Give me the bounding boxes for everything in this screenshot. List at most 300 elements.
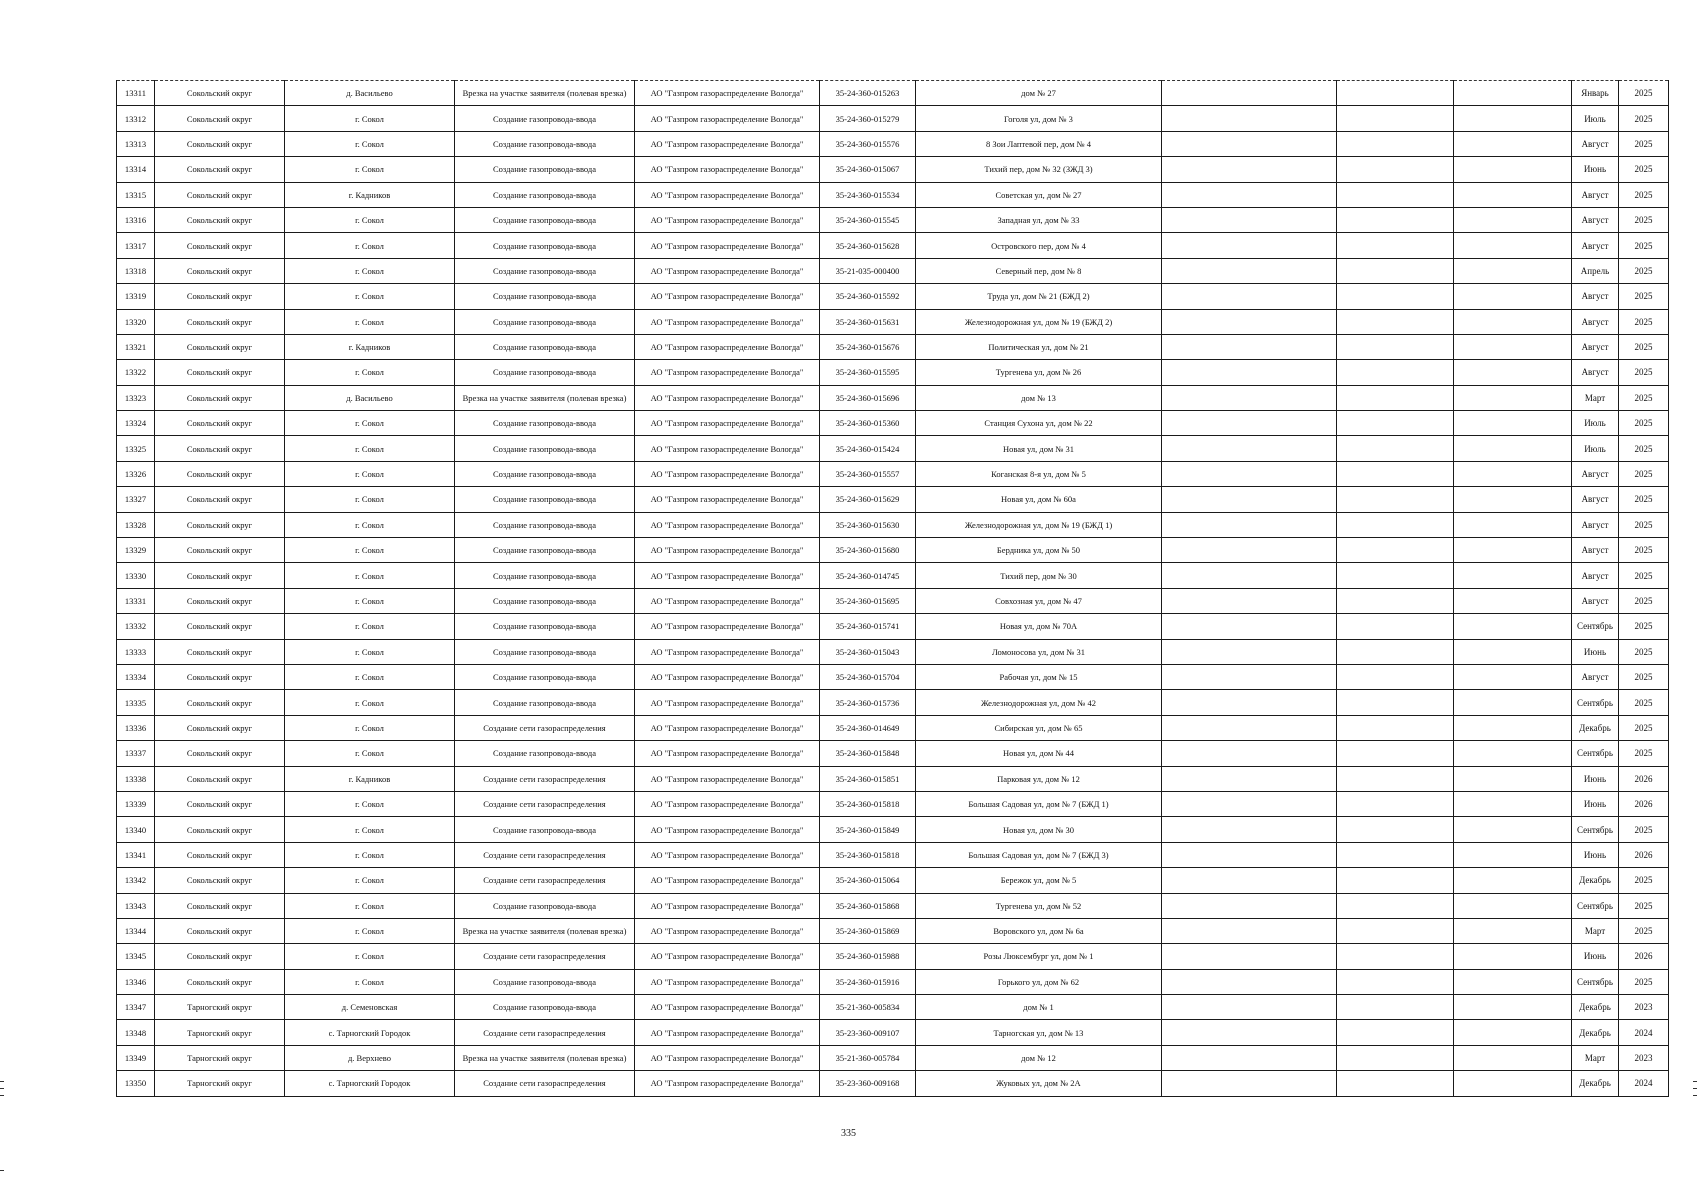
district-cell: Сокольский округ [155, 182, 285, 207]
empty-cell [1454, 284, 1572, 309]
empty-cell [1162, 258, 1337, 283]
settlement-cell: г. Кадников [285, 334, 455, 359]
month-cell: Сентябрь [1572, 893, 1619, 918]
application-code-cell: 35-24-360-015576 [820, 131, 916, 156]
empty-cell [1454, 1045, 1572, 1070]
table-row [117, 334, 1669, 359]
empty-cell [1162, 131, 1337, 156]
empty-cell [1337, 969, 1454, 994]
row-number-cell: 13343 [117, 893, 155, 918]
empty-cell [1337, 741, 1454, 766]
empty-cell [1337, 182, 1454, 207]
table-row [117, 157, 1669, 182]
empty-cell [1162, 918, 1337, 943]
district-cell: Сокольский округ [155, 436, 285, 461]
settlement-cell: г. Сокол [285, 614, 455, 639]
work-type-cell: Создание сети газораспределения [455, 715, 635, 740]
empty-cell [1162, 715, 1337, 740]
work-type-cell: Создание газопровода-ввода [455, 512, 635, 537]
address-cell: Горького ул, дом № 62 [916, 969, 1162, 994]
district-cell: Сокольский округ [155, 309, 285, 334]
district-cell: Сокольский округ [155, 791, 285, 816]
district-cell: Тарногский округ [155, 1045, 285, 1070]
row-number-cell: 13335 [117, 690, 155, 715]
empty-cell [1162, 360, 1337, 385]
empty-cell [1162, 944, 1337, 969]
work-type-cell: Создание газопровода-ввода [455, 487, 635, 512]
work-type-cell: Создание газопровода-ввода [455, 334, 635, 359]
empty-cell [1337, 868, 1454, 893]
month-cell: Август [1572, 563, 1619, 588]
empty-cell [1337, 334, 1454, 359]
row-number-cell: 13338 [117, 766, 155, 791]
row-number-cell: 13346 [117, 969, 155, 994]
organization-cell: АО "Газпром газораспределение Вологда" [635, 690, 820, 715]
right-edge-mark [1693, 1081, 1697, 1082]
empty-cell [1337, 944, 1454, 969]
district-cell: Сокольский округ [155, 817, 285, 842]
table-row [117, 639, 1669, 664]
empty-cell [1162, 995, 1337, 1020]
empty-cell [1162, 563, 1337, 588]
year-cell: 2025 [1619, 461, 1669, 486]
empty-cell [1162, 817, 1337, 842]
settlement-cell: г. Сокол [285, 487, 455, 512]
empty-cell [1454, 690, 1572, 715]
empty-cell [1162, 461, 1337, 486]
settlement-cell: г. Сокол [285, 842, 455, 867]
work-type-cell: Создание газопровода-ввода [455, 538, 635, 563]
empty-cell [1337, 1045, 1454, 1070]
row-number-cell: 13316 [117, 207, 155, 232]
district-cell: Сокольский округ [155, 969, 285, 994]
table-row [117, 766, 1669, 791]
address-cell: Розы Люксембург ул, дом № 1 [916, 944, 1162, 969]
year-cell: 2025 [1619, 741, 1669, 766]
year-cell: 2025 [1619, 893, 1669, 918]
organization-cell: АО "Газпром газораспределение Вологда" [635, 715, 820, 740]
work-type-cell: Создание газопровода-ввода [455, 817, 635, 842]
work-type-cell: Создание сети газораспределения [455, 1020, 635, 1045]
application-code-cell: 35-24-360-015424 [820, 436, 916, 461]
year-cell: 2025 [1619, 487, 1669, 512]
application-code-cell: 35-21-360-005784 [820, 1045, 916, 1070]
row-number-cell: 13330 [117, 563, 155, 588]
month-cell: Сентябрь [1572, 690, 1619, 715]
row-number-cell: 13350 [117, 1071, 155, 1096]
empty-cell [1454, 614, 1572, 639]
row-number-cell: 13337 [117, 741, 155, 766]
row-number-cell: 13329 [117, 538, 155, 563]
empty-cell [1454, 868, 1572, 893]
left-edge-mark [0, 1081, 4, 1082]
month-cell: Август [1572, 512, 1619, 537]
row-number-cell: 13339 [117, 791, 155, 816]
empty-cell [1337, 512, 1454, 537]
month-cell: Август [1572, 182, 1619, 207]
empty-cell [1337, 436, 1454, 461]
address-cell: дом № 27 [916, 81, 1162, 106]
work-type-cell: Создание газопровода-ввода [455, 639, 635, 664]
month-cell: Сентябрь [1572, 817, 1619, 842]
empty-cell [1162, 487, 1337, 512]
address-cell: Гоголя ул, дом № 3 [916, 106, 1162, 131]
table-row [117, 1071, 1669, 1096]
organization-cell: АО "Газпром газораспределение Вологда" [635, 893, 820, 918]
settlement-cell: г. Сокол [285, 512, 455, 537]
work-type-cell: Создание газопровода-ввода [455, 411, 635, 436]
year-cell: 2026 [1619, 944, 1669, 969]
table-row [117, 411, 1669, 436]
empty-cell [1162, 690, 1337, 715]
right-edge-mark [1693, 1088, 1697, 1089]
settlement-cell: г. Кадников [285, 766, 455, 791]
empty-cell [1454, 563, 1572, 588]
settlement-cell: г. Сокол [285, 461, 455, 486]
month-cell: Январь [1572, 81, 1619, 106]
organization-cell: АО "Газпром газораспределение Вологда" [635, 436, 820, 461]
settlement-cell: г. Сокол [285, 639, 455, 664]
empty-cell [1337, 157, 1454, 182]
address-cell: Северный пер, дом № 8 [916, 258, 1162, 283]
settlement-cell: г. Сокол [285, 284, 455, 309]
work-type-cell: Создание газопровода-ввода [455, 233, 635, 258]
empty-cell [1454, 411, 1572, 436]
application-code-cell: 35-24-360-015592 [820, 284, 916, 309]
year-cell: 2025 [1619, 563, 1669, 588]
year-cell: 2025 [1619, 969, 1669, 994]
month-cell: Декабрь [1572, 868, 1619, 893]
row-number-cell: 13349 [117, 1045, 155, 1070]
organization-cell: АО "Газпром газораспределение Вологда" [635, 944, 820, 969]
empty-cell [1162, 1045, 1337, 1070]
application-code-cell: 35-24-360-015818 [820, 842, 916, 867]
empty-cell [1454, 1020, 1572, 1045]
application-code-cell: 35-23-360-009107 [820, 1020, 916, 1045]
empty-cell [1454, 538, 1572, 563]
month-cell: Март [1572, 385, 1619, 410]
month-cell: Июнь [1572, 791, 1619, 816]
settlement-cell: г. Сокол [285, 791, 455, 816]
row-number-cell: 13312 [117, 106, 155, 131]
empty-cell [1337, 588, 1454, 613]
empty-cell [1162, 969, 1337, 994]
year-cell: 2025 [1619, 411, 1669, 436]
month-cell: Июнь [1572, 944, 1619, 969]
district-cell: Сокольский округ [155, 81, 285, 106]
settlement-cell: г. Кадников [285, 182, 455, 207]
application-code-cell: 35-24-360-015848 [820, 741, 916, 766]
organization-cell: АО "Газпром газораспределение Вологда" [635, 411, 820, 436]
organization-cell: АО "Газпром газораспределение Вологда" [635, 182, 820, 207]
row-number-cell: 13327 [117, 487, 155, 512]
district-cell: Сокольский округ [155, 664, 285, 689]
application-code-cell: 35-24-360-015630 [820, 512, 916, 537]
year-cell: 2025 [1619, 284, 1669, 309]
empty-cell [1337, 639, 1454, 664]
address-cell: Новая ул, дом № 31 [916, 436, 1162, 461]
row-number-cell: 13328 [117, 512, 155, 537]
application-code-cell: 35-24-360-015851 [820, 766, 916, 791]
work-type-cell: Врезка на участке заявителя (полевая врезка) [455, 918, 635, 943]
application-code-cell: 35-24-360-015680 [820, 538, 916, 563]
application-code-cell: 35-24-360-015916 [820, 969, 916, 994]
settlement-cell: г. Сокол [285, 258, 455, 283]
table-row [117, 360, 1669, 385]
empty-cell [1454, 81, 1572, 106]
empty-cell [1454, 309, 1572, 334]
address-cell: Железнодорожная ул, дом № 42 [916, 690, 1162, 715]
application-code-cell: 35-24-360-015868 [820, 893, 916, 918]
address-cell: Тарногская ул, дом № 13 [916, 1020, 1162, 1045]
settlement-cell: д. Васильево [285, 385, 455, 410]
organization-cell: АО "Газпром газораспределение Вологда" [635, 360, 820, 385]
address-cell: Воровского ул, дом № 6а [916, 918, 1162, 943]
organization-cell: АО "Газпром газораспределение Вологда" [635, 284, 820, 309]
settlement-cell: д. Васильево [285, 81, 455, 106]
district-cell: Сокольский округ [155, 766, 285, 791]
organization-cell: АО "Газпром газораспределение Вологда" [635, 81, 820, 106]
application-code-cell: 35-24-360-015595 [820, 360, 916, 385]
row-number-cell: 13322 [117, 360, 155, 385]
work-type-cell: Создание газопровода-ввода [455, 893, 635, 918]
district-cell: Сокольский округ [155, 563, 285, 588]
table-row [117, 233, 1669, 258]
district-cell: Сокольский округ [155, 258, 285, 283]
address-cell: Труда ул, дом № 21 (БЖД 2) [916, 284, 1162, 309]
address-cell: Сибирская ул, дом № 65 [916, 715, 1162, 740]
application-code-cell: 35-24-360-014745 [820, 563, 916, 588]
month-cell: Июль [1572, 411, 1619, 436]
organization-cell: АО "Газпром газораспределение Вологда" [635, 385, 820, 410]
district-cell: Сокольский округ [155, 411, 285, 436]
row-number-cell: 13314 [117, 157, 155, 182]
year-cell: 2024 [1619, 1020, 1669, 1045]
organization-cell: АО "Газпром газораспределение Вологда" [635, 791, 820, 816]
address-cell: Совхозная ул, дом № 47 [916, 588, 1162, 613]
month-cell: Декабрь [1572, 1071, 1619, 1096]
empty-cell [1454, 258, 1572, 283]
organization-cell: АО "Газпром газораспределение Вологда" [635, 157, 820, 182]
empty-cell [1162, 1071, 1337, 1096]
settlement-cell: г. Сокол [285, 157, 455, 182]
application-code-cell: 35-24-360-015631 [820, 309, 916, 334]
year-cell: 2025 [1619, 817, 1669, 842]
year-cell: 2025 [1619, 360, 1669, 385]
left-edge-mark [0, 1088, 4, 1089]
row-number-cell: 13333 [117, 639, 155, 664]
table-body [117, 81, 1669, 1097]
application-code-cell: 35-24-360-015741 [820, 614, 916, 639]
address-cell: Жуковых ул, дом № 2А [916, 1071, 1162, 1096]
empty-cell [1337, 309, 1454, 334]
row-number-cell: 13319 [117, 284, 155, 309]
table-row [117, 563, 1669, 588]
organization-cell: АО "Газпром газораспределение Вологда" [635, 538, 820, 563]
application-code-cell: 35-24-360-015988 [820, 944, 916, 969]
application-code-cell: 35-24-360-015064 [820, 868, 916, 893]
table-row [117, 131, 1669, 156]
work-type-cell: Врезка на участке заявителя (полевая врезка) [455, 81, 635, 106]
work-type-cell: Создание сети газораспределения [455, 766, 635, 791]
organization-cell: АО "Газпром газораспределение Вологда" [635, 842, 820, 867]
empty-cell [1162, 614, 1337, 639]
address-cell: Островского пер, дом № 4 [916, 233, 1162, 258]
application-code-cell: 35-24-360-015818 [820, 791, 916, 816]
empty-cell [1454, 664, 1572, 689]
address-cell: Станция Сухона ул, дом № 22 [916, 411, 1162, 436]
application-code-cell: 35-24-360-015279 [820, 106, 916, 131]
empty-cell [1337, 233, 1454, 258]
work-type-cell: Создание газопровода-ввода [455, 461, 635, 486]
organization-cell: АО "Газпром газораспределение Вологда" [635, 741, 820, 766]
district-cell: Сокольский округ [155, 588, 285, 613]
work-type-cell: Создание газопровода-ввода [455, 284, 635, 309]
work-type-cell: Врезка на участке заявителя (полевая врезка) [455, 385, 635, 410]
month-cell: Июнь [1572, 766, 1619, 791]
empty-cell [1454, 715, 1572, 740]
empty-cell [1337, 664, 1454, 689]
month-cell: Декабрь [1572, 995, 1619, 1020]
address-cell: дом № 1 [916, 995, 1162, 1020]
month-cell: Сентябрь [1572, 741, 1619, 766]
empty-cell [1337, 258, 1454, 283]
month-cell: Июнь [1572, 639, 1619, 664]
year-cell: 2025 [1619, 588, 1669, 613]
empty-cell [1162, 411, 1337, 436]
settlement-cell: г. Сокол [285, 233, 455, 258]
month-cell: Декабрь [1572, 1020, 1619, 1045]
settlement-cell: г. Сокол [285, 106, 455, 131]
settlement-cell: г. Сокол [285, 690, 455, 715]
district-cell: Сокольский округ [155, 512, 285, 537]
empty-cell [1162, 538, 1337, 563]
district-cell: Сокольский округ [155, 614, 285, 639]
organization-cell: АО "Газпром газораспределение Вологда" [635, 131, 820, 156]
settlement-cell: г. Сокол [285, 893, 455, 918]
settlement-cell: д. Семеновская [285, 995, 455, 1020]
settlement-cell: с. Тарногский Городок [285, 1020, 455, 1045]
organization-cell: АО "Газпром газораспределение Вологда" [635, 1071, 820, 1096]
empty-cell [1162, 284, 1337, 309]
year-cell: 2025 [1619, 309, 1669, 334]
organization-cell: АО "Газпром газораспределение Вологда" [635, 1045, 820, 1070]
month-cell: Август [1572, 131, 1619, 156]
empty-cell [1337, 106, 1454, 131]
address-cell: Политическая ул, дом № 21 [916, 334, 1162, 359]
year-cell: 2023 [1619, 995, 1669, 1020]
table-row [117, 258, 1669, 283]
empty-cell [1337, 1020, 1454, 1045]
month-cell: Август [1572, 207, 1619, 232]
work-type-cell: Создание газопровода-ввода [455, 969, 635, 994]
settlement-cell: г. Сокол [285, 436, 455, 461]
month-cell: Июнь [1572, 157, 1619, 182]
year-cell: 2025 [1619, 639, 1669, 664]
work-type-cell: Создание газопровода-ввода [455, 741, 635, 766]
month-cell: Август [1572, 487, 1619, 512]
row-number-cell: 13342 [117, 868, 155, 893]
table-row [117, 969, 1669, 994]
organization-cell: АО "Газпром газораспределение Вологда" [635, 639, 820, 664]
year-cell: 2025 [1619, 106, 1669, 131]
organization-cell: АО "Газпром газораспределение Вологда" [635, 207, 820, 232]
empty-cell [1454, 842, 1572, 867]
empty-cell [1337, 817, 1454, 842]
work-type-cell: Создание сети газораспределения [455, 1071, 635, 1096]
settlement-cell: г. Сокол [285, 588, 455, 613]
table-row [117, 918, 1669, 943]
district-cell: Сокольский округ [155, 893, 285, 918]
table-row [117, 538, 1669, 563]
district-cell: Тарногский округ [155, 1020, 285, 1045]
district-cell: Сокольский округ [155, 106, 285, 131]
table-row [117, 944, 1669, 969]
row-number-cell: 13324 [117, 411, 155, 436]
month-cell: Июль [1572, 436, 1619, 461]
empty-cell [1162, 309, 1337, 334]
settlement-cell: г. Сокол [285, 131, 455, 156]
work-type-cell: Создание газопровода-ввода [455, 309, 635, 334]
year-cell: 2025 [1619, 538, 1669, 563]
empty-cell [1454, 182, 1572, 207]
settlement-cell: г. Сокол [285, 868, 455, 893]
row-number-cell: 13336 [117, 715, 155, 740]
address-cell: Тихий пер, дом № 32 (ЗЖД 3) [916, 157, 1162, 182]
address-cell: Коганская 8-я ул, дом № 5 [916, 461, 1162, 486]
row-number-cell: 13334 [117, 664, 155, 689]
settlement-cell: г. Сокол [285, 715, 455, 740]
work-type-cell: Создание газопровода-ввода [455, 106, 635, 131]
empty-cell [1454, 588, 1572, 613]
work-type-cell: Создание сети газораспределения [455, 868, 635, 893]
table-row [117, 715, 1669, 740]
work-type-cell: Создание газопровода-ввода [455, 588, 635, 613]
address-cell: Новая ул, дом № 44 [916, 741, 1162, 766]
empty-cell [1337, 411, 1454, 436]
address-cell: Бережок ул, дом № 5 [916, 868, 1162, 893]
work-type-cell: Создание сети газораспределения [455, 944, 635, 969]
empty-cell [1162, 766, 1337, 791]
table-row [117, 868, 1669, 893]
application-code-cell: 35-24-360-015736 [820, 690, 916, 715]
settlement-cell: г. Сокол [285, 944, 455, 969]
organization-cell: АО "Газпром газораспределение Вологда" [635, 614, 820, 639]
year-cell: 2025 [1619, 715, 1669, 740]
application-code-cell: 35-24-360-015067 [820, 157, 916, 182]
district-cell: Сокольский округ [155, 233, 285, 258]
empty-cell [1454, 741, 1572, 766]
empty-cell [1162, 639, 1337, 664]
district-cell: Сокольский округ [155, 944, 285, 969]
year-cell: 2023 [1619, 1045, 1669, 1070]
address-cell: дом № 13 [916, 385, 1162, 410]
application-code-cell: 35-24-360-015696 [820, 385, 916, 410]
district-cell: Тарногский округ [155, 995, 285, 1020]
empty-cell [1162, 182, 1337, 207]
organization-cell: АО "Газпром газораспределение Вологда" [635, 1020, 820, 1045]
empty-cell [1337, 842, 1454, 867]
work-type-cell: Создание газопровода-ввода [455, 182, 635, 207]
address-cell: Железнодорожная ул, дом № 19 (БЖД 2) [916, 309, 1162, 334]
work-type-cell: Создание газопровода-ввода [455, 258, 635, 283]
organization-cell: АО "Газпром газораспределение Вологда" [635, 512, 820, 537]
year-cell: 2025 [1619, 614, 1669, 639]
month-cell: Декабрь [1572, 715, 1619, 740]
table-row [117, 842, 1669, 867]
row-number-cell: 13317 [117, 233, 155, 258]
month-cell: Март [1572, 918, 1619, 943]
